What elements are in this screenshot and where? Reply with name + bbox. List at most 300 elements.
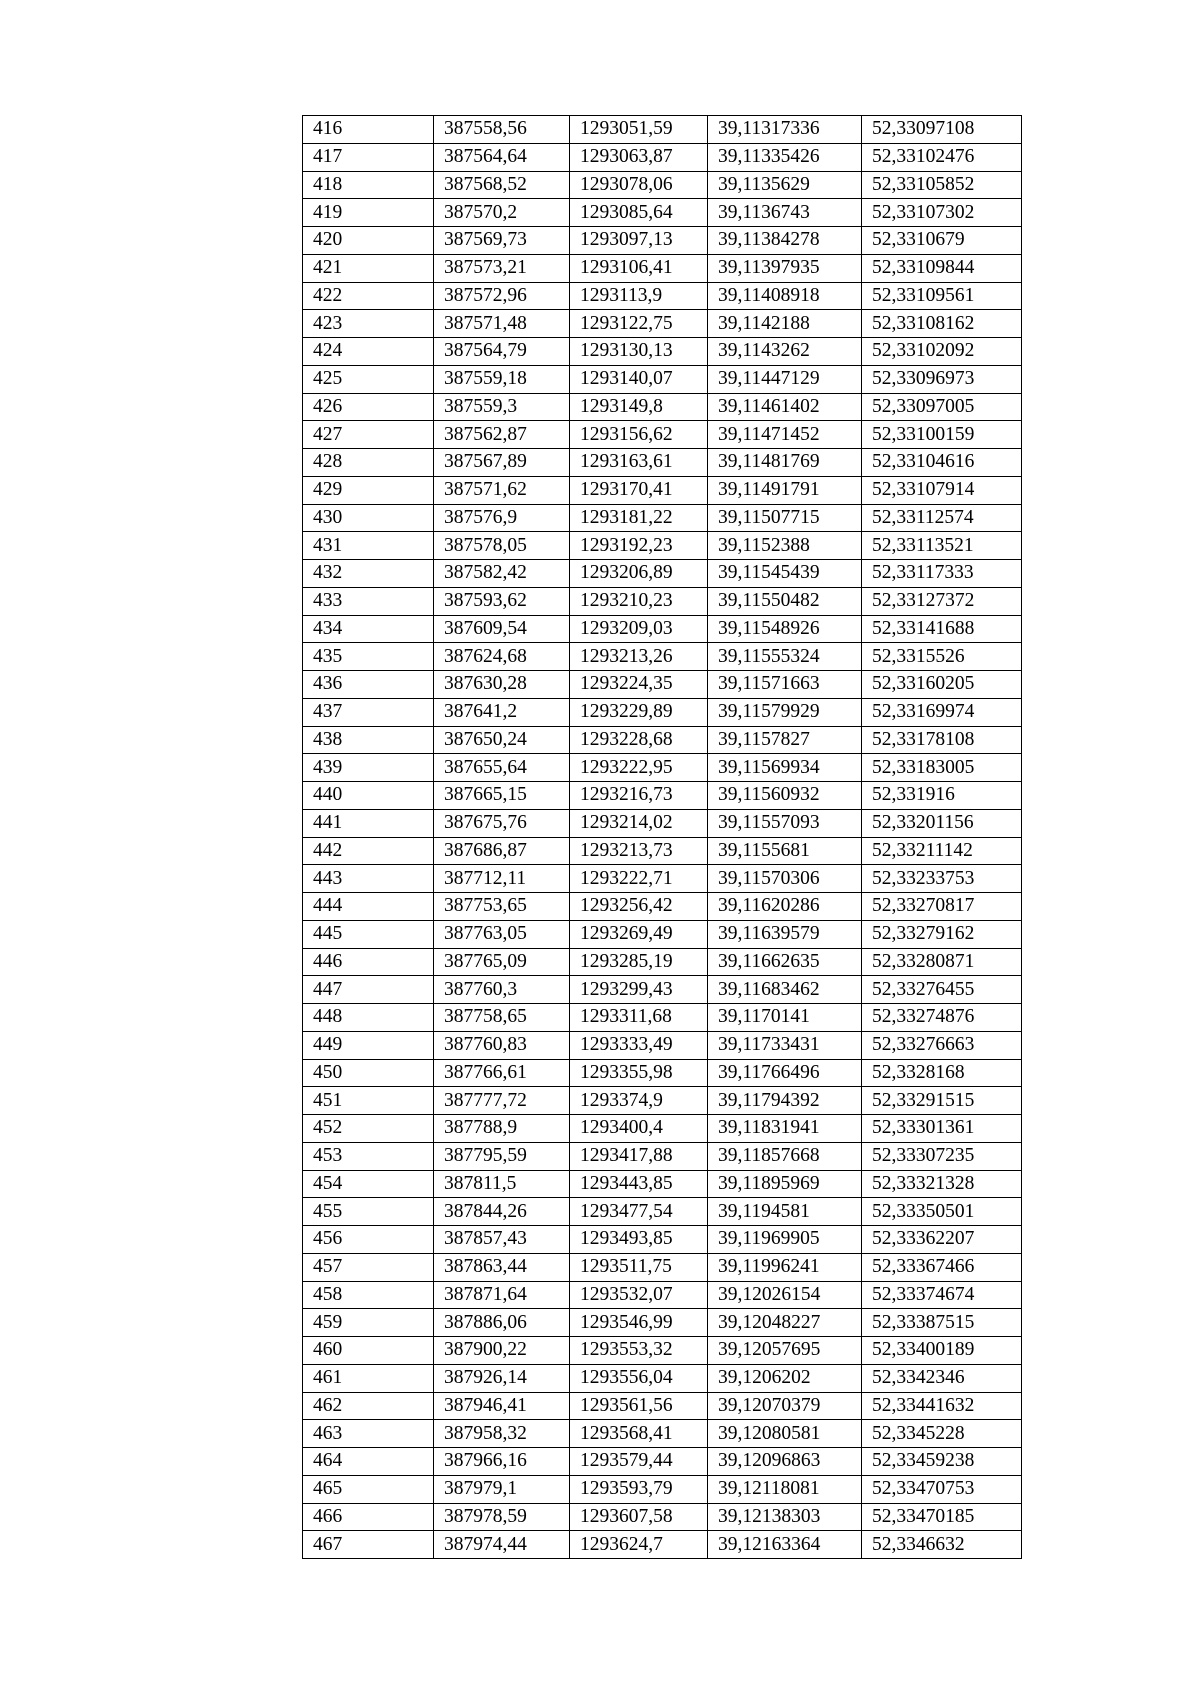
coord-y-cell: 1293122,75 [570, 310, 708, 338]
table-row [303, 1170, 1022, 1198]
coord-x-cell: 387609,54 [434, 615, 570, 643]
longitude-cell: 39,11384278 [708, 227, 862, 255]
latitude-cell: 52,33321328 [862, 1170, 1022, 1198]
latitude-cell: 52,33160205 [862, 671, 1022, 699]
latitude-cell: 52,33270817 [862, 893, 1022, 921]
coord-y-cell: 1293106,41 [570, 254, 708, 282]
table-row [303, 1531, 1022, 1559]
longitude-cell: 39,11507715 [708, 504, 862, 532]
latitude-cell: 52,3346632 [862, 1531, 1022, 1559]
point-number-cell: 444 [303, 893, 434, 921]
table-row [303, 365, 1022, 393]
longitude-cell: 39,1157827 [708, 726, 862, 754]
coord-y-cell: 1293607,58 [570, 1503, 708, 1531]
latitude-cell: 52,33127372 [862, 587, 1022, 615]
coord-x-cell: 387564,64 [434, 143, 570, 171]
coord-x-cell: 387765,09 [434, 948, 570, 976]
latitude-cell: 52,33301361 [862, 1115, 1022, 1143]
latitude-cell: 52,33097005 [862, 393, 1022, 421]
point-number-cell: 427 [303, 421, 434, 449]
longitude-cell: 39,11317336 [708, 116, 862, 144]
coord-x-cell: 387966,16 [434, 1448, 570, 1476]
coord-y-cell: 1293097,13 [570, 227, 708, 255]
coord-y-cell: 1293170,41 [570, 476, 708, 504]
point-number-cell: 466 [303, 1503, 434, 1531]
point-number-cell: 437 [303, 698, 434, 726]
coord-x-cell: 387788,9 [434, 1115, 570, 1143]
latitude-cell: 52,33107914 [862, 476, 1022, 504]
table-row [303, 1031, 1022, 1059]
latitude-cell: 52,3342346 [862, 1364, 1022, 1392]
coord-x-cell: 387844,26 [434, 1198, 570, 1226]
latitude-cell: 52,33274876 [862, 1004, 1022, 1032]
latitude-cell: 52,33441632 [862, 1392, 1022, 1420]
point-number-cell: 428 [303, 449, 434, 477]
coord-y-cell: 1293546,99 [570, 1309, 708, 1337]
coord-x-cell: 387558,56 [434, 116, 570, 144]
point-number-cell: 439 [303, 754, 434, 782]
coord-y-cell: 1293285,19 [570, 948, 708, 976]
coord-x-cell: 387624,68 [434, 643, 570, 671]
coord-x-cell: 387863,44 [434, 1253, 570, 1281]
latitude-cell: 52,33307235 [862, 1142, 1022, 1170]
longitude-cell: 39,12026154 [708, 1281, 862, 1309]
longitude-cell: 39,11491791 [708, 476, 862, 504]
coord-y-cell: 1293063,87 [570, 143, 708, 171]
coord-x-cell: 387650,24 [434, 726, 570, 754]
coord-y-cell: 1293213,73 [570, 837, 708, 865]
coord-y-cell: 1293206,89 [570, 560, 708, 588]
coord-y-cell: 1293222,95 [570, 754, 708, 782]
coord-y-cell: 1293568,41 [570, 1420, 708, 1448]
coord-x-cell: 387946,41 [434, 1392, 570, 1420]
longitude-cell: 39,1136743 [708, 199, 862, 227]
point-number-cell: 440 [303, 782, 434, 810]
table-row [303, 1198, 1022, 1226]
point-number-cell: 448 [303, 1004, 434, 1032]
table-row [303, 948, 1022, 976]
point-number-cell: 441 [303, 809, 434, 837]
point-number-cell: 420 [303, 227, 434, 255]
latitude-cell: 52,33100159 [862, 421, 1022, 449]
table-row [303, 587, 1022, 615]
coord-y-cell: 1293192,23 [570, 532, 708, 560]
point-number-cell: 445 [303, 920, 434, 948]
coord-x-cell: 387571,62 [434, 476, 570, 504]
table-row [303, 976, 1022, 1004]
point-number-cell: 417 [303, 143, 434, 171]
table-row [303, 1115, 1022, 1143]
coord-x-cell: 387569,73 [434, 227, 570, 255]
longitude-cell: 39,11461402 [708, 393, 862, 421]
latitude-cell: 52,33108162 [862, 310, 1022, 338]
point-number-cell: 423 [303, 310, 434, 338]
point-number-cell: 419 [303, 199, 434, 227]
point-number-cell: 459 [303, 1309, 434, 1337]
coord-x-cell: 387567,89 [434, 449, 570, 477]
table-row [303, 143, 1022, 171]
longitude-cell: 39,11569934 [708, 754, 862, 782]
longitude-cell: 39,12096863 [708, 1448, 862, 1476]
coord-x-cell: 387978,59 [434, 1503, 570, 1531]
coord-y-cell: 1293561,56 [570, 1392, 708, 1420]
coordinates-table-body [303, 116, 1022, 1559]
point-number-cell: 443 [303, 865, 434, 893]
coord-y-cell: 1293229,89 [570, 698, 708, 726]
latitude-cell: 52,33178108 [862, 726, 1022, 754]
table-row [303, 171, 1022, 199]
longitude-cell: 39,12070379 [708, 1392, 862, 1420]
latitude-cell: 52,33107302 [862, 199, 1022, 227]
latitude-cell: 52,33112574 [862, 504, 1022, 532]
latitude-cell: 52,33105852 [862, 171, 1022, 199]
point-number-cell: 461 [303, 1364, 434, 1392]
coord-x-cell: 387593,62 [434, 587, 570, 615]
longitude-cell: 39,11766496 [708, 1059, 862, 1087]
table-row [303, 421, 1022, 449]
table-row [303, 254, 1022, 282]
longitude-cell: 39,1155681 [708, 837, 862, 865]
longitude-cell: 39,1194581 [708, 1198, 862, 1226]
latitude-cell: 52,3310679 [862, 227, 1022, 255]
coord-x-cell: 387871,64 [434, 1281, 570, 1309]
latitude-cell: 52,33470185 [862, 1503, 1022, 1531]
coord-x-cell: 387559,18 [434, 365, 570, 393]
latitude-cell: 52,33374674 [862, 1281, 1022, 1309]
latitude-cell: 52,33367466 [862, 1253, 1022, 1281]
longitude-cell: 39,11895969 [708, 1170, 862, 1198]
longitude-cell: 39,11969905 [708, 1226, 862, 1254]
coord-x-cell: 387641,2 [434, 698, 570, 726]
longitude-cell: 39,11794392 [708, 1087, 862, 1115]
longitude-cell: 39,11548926 [708, 615, 862, 643]
coord-x-cell: 387979,1 [434, 1475, 570, 1503]
point-number-cell: 438 [303, 726, 434, 754]
coord-y-cell: 1293333,49 [570, 1031, 708, 1059]
point-number-cell: 451 [303, 1087, 434, 1115]
longitude-cell: 39,1152388 [708, 532, 862, 560]
latitude-cell: 52,33201156 [862, 809, 1022, 837]
coord-x-cell: 387760,83 [434, 1031, 570, 1059]
longitude-cell: 39,11733431 [708, 1031, 862, 1059]
coord-x-cell: 387572,96 [434, 282, 570, 310]
longitude-cell: 39,11639579 [708, 920, 862, 948]
table-row [303, 1337, 1022, 1365]
coord-x-cell: 387857,43 [434, 1226, 570, 1254]
coord-x-cell: 387570,2 [434, 199, 570, 227]
latitude-cell: 52,3345228 [862, 1420, 1022, 1448]
coord-y-cell: 1293477,54 [570, 1198, 708, 1226]
point-number-cell: 425 [303, 365, 434, 393]
point-number-cell: 458 [303, 1281, 434, 1309]
point-number-cell: 464 [303, 1448, 434, 1476]
longitude-cell: 39,1206202 [708, 1364, 862, 1392]
coord-x-cell: 387665,15 [434, 782, 570, 810]
longitude-cell: 39,1143262 [708, 338, 862, 366]
longitude-cell: 39,12163364 [708, 1531, 862, 1559]
coord-y-cell: 1293209,03 [570, 615, 708, 643]
latitude-cell: 52,33280871 [862, 948, 1022, 976]
coord-x-cell: 387559,3 [434, 393, 570, 421]
longitude-cell: 39,11620286 [708, 893, 862, 921]
coord-x-cell: 387886,06 [434, 1309, 570, 1337]
table-row [303, 643, 1022, 671]
coord-y-cell: 1293214,02 [570, 809, 708, 837]
point-number-cell: 447 [303, 976, 434, 1004]
latitude-cell: 52,33117333 [862, 560, 1022, 588]
coord-x-cell: 387562,87 [434, 421, 570, 449]
coord-x-cell: 387926,14 [434, 1364, 570, 1392]
longitude-cell: 39,11570306 [708, 865, 862, 893]
table-row [303, 893, 1022, 921]
coord-x-cell: 387766,61 [434, 1059, 570, 1087]
table-row [303, 615, 1022, 643]
latitude-cell: 52,33169974 [862, 698, 1022, 726]
point-number-cell: 429 [303, 476, 434, 504]
table-row [303, 393, 1022, 421]
coord-y-cell: 1293051,59 [570, 116, 708, 144]
coord-y-cell: 1293085,64 [570, 199, 708, 227]
table-row [303, 1475, 1022, 1503]
table-row [303, 1448, 1022, 1476]
coord-x-cell: 387758,65 [434, 1004, 570, 1032]
table-row [303, 920, 1022, 948]
latitude-cell: 52,33233753 [862, 865, 1022, 893]
longitude-cell: 39,12138303 [708, 1503, 862, 1531]
latitude-cell: 52,331916 [862, 782, 1022, 810]
latitude-cell: 52,33279162 [862, 920, 1022, 948]
table-row [303, 449, 1022, 477]
table-row [303, 754, 1022, 782]
coord-x-cell: 387582,42 [434, 560, 570, 588]
coord-y-cell: 1293443,85 [570, 1170, 708, 1198]
longitude-cell: 39,1142188 [708, 310, 862, 338]
coord-y-cell: 1293078,06 [570, 171, 708, 199]
coord-y-cell: 1293299,43 [570, 976, 708, 1004]
coord-y-cell: 1293553,32 [570, 1337, 708, 1365]
latitude-cell: 52,33102092 [862, 338, 1022, 366]
point-number-cell: 431 [303, 532, 434, 560]
latitude-cell: 52,33102476 [862, 143, 1022, 171]
longitude-cell: 39,11560932 [708, 782, 862, 810]
longitude-cell: 39,11550482 [708, 587, 862, 615]
latitude-cell: 52,33276663 [862, 1031, 1022, 1059]
table-row [303, 865, 1022, 893]
table-row [303, 282, 1022, 310]
longitude-cell: 39,1170141 [708, 1004, 862, 1032]
table-row [303, 1142, 1022, 1170]
coord-y-cell: 1293181,22 [570, 504, 708, 532]
longitude-cell: 39,12048227 [708, 1309, 862, 1337]
coord-x-cell: 387573,21 [434, 254, 570, 282]
longitude-cell: 39,11831941 [708, 1115, 862, 1143]
longitude-cell: 39,11662635 [708, 948, 862, 976]
coord-y-cell: 1293222,71 [570, 865, 708, 893]
point-number-cell: 435 [303, 643, 434, 671]
table-row [303, 1309, 1022, 1337]
point-number-cell: 434 [303, 615, 434, 643]
coord-y-cell: 1293149,8 [570, 393, 708, 421]
latitude-cell: 52,33387515 [862, 1309, 1022, 1337]
latitude-cell: 52,33141688 [862, 615, 1022, 643]
latitude-cell: 52,33109844 [862, 254, 1022, 282]
coord-y-cell: 1293228,68 [570, 726, 708, 754]
coord-x-cell: 387777,72 [434, 1087, 570, 1115]
longitude-cell: 39,11579929 [708, 698, 862, 726]
coord-y-cell: 1293256,42 [570, 893, 708, 921]
point-number-cell: 416 [303, 116, 434, 144]
longitude-cell: 39,11571663 [708, 671, 862, 699]
coord-y-cell: 1293216,73 [570, 782, 708, 810]
table-row [303, 560, 1022, 588]
point-number-cell: 462 [303, 1392, 434, 1420]
point-number-cell: 465 [303, 1475, 434, 1503]
table-row [303, 782, 1022, 810]
point-number-cell: 426 [303, 393, 434, 421]
longitude-cell: 39,11545439 [708, 560, 862, 588]
point-number-cell: 454 [303, 1170, 434, 1198]
coord-y-cell: 1293400,4 [570, 1115, 708, 1143]
coord-y-cell: 1293140,07 [570, 365, 708, 393]
longitude-cell: 39,11408918 [708, 282, 862, 310]
latitude-cell: 52,33276455 [862, 976, 1022, 1004]
point-number-cell: 457 [303, 1253, 434, 1281]
table-row [303, 116, 1022, 144]
table-row [303, 1226, 1022, 1254]
longitude-cell: 39,11996241 [708, 1253, 862, 1281]
coord-y-cell: 1293130,13 [570, 338, 708, 366]
latitude-cell: 52,33291515 [862, 1087, 1022, 1115]
latitude-cell: 52,33104616 [862, 449, 1022, 477]
longitude-cell: 39,11471452 [708, 421, 862, 449]
coord-x-cell: 387753,65 [434, 893, 570, 921]
coord-x-cell: 387576,9 [434, 504, 570, 532]
coord-y-cell: 1293156,62 [570, 421, 708, 449]
coord-y-cell: 1293593,79 [570, 1475, 708, 1503]
longitude-cell: 39,1135629 [708, 171, 862, 199]
coord-y-cell: 1293269,49 [570, 920, 708, 948]
coord-y-cell: 1293624,7 [570, 1531, 708, 1559]
point-number-cell: 467 [303, 1531, 434, 1559]
point-number-cell: 456 [303, 1226, 434, 1254]
coord-y-cell: 1293311,68 [570, 1004, 708, 1032]
coord-x-cell: 387655,64 [434, 754, 570, 782]
table-row [303, 338, 1022, 366]
coord-y-cell: 1293556,04 [570, 1364, 708, 1392]
coord-y-cell: 1293163,61 [570, 449, 708, 477]
coord-y-cell: 1293374,9 [570, 1087, 708, 1115]
point-number-cell: 430 [303, 504, 434, 532]
latitude-cell: 52,33097108 [862, 116, 1022, 144]
longitude-cell: 39,12057695 [708, 1337, 862, 1365]
latitude-cell: 52,3315526 [862, 643, 1022, 671]
latitude-cell: 52,33109561 [862, 282, 1022, 310]
point-number-cell: 418 [303, 171, 434, 199]
coord-y-cell: 1293417,88 [570, 1142, 708, 1170]
coord-x-cell: 387763,05 [434, 920, 570, 948]
longitude-cell: 39,11857668 [708, 1142, 862, 1170]
coord-x-cell: 387760,3 [434, 976, 570, 1004]
table-row [303, 1364, 1022, 1392]
coord-x-cell: 387568,52 [434, 171, 570, 199]
coord-y-cell: 1293493,85 [570, 1226, 708, 1254]
coord-x-cell: 387630,28 [434, 671, 570, 699]
table-row [303, 1004, 1022, 1032]
coord-x-cell: 387811,5 [434, 1170, 570, 1198]
table-row [303, 726, 1022, 754]
latitude-cell: 52,3328168 [862, 1059, 1022, 1087]
point-number-cell: 453 [303, 1142, 434, 1170]
coord-y-cell: 1293224,35 [570, 671, 708, 699]
latitude-cell: 52,33211142 [862, 837, 1022, 865]
latitude-cell: 52,33470753 [862, 1475, 1022, 1503]
point-number-cell: 450 [303, 1059, 434, 1087]
latitude-cell: 52,33459238 [862, 1448, 1022, 1476]
longitude-cell: 39,11447129 [708, 365, 862, 393]
coord-y-cell: 1293210,23 [570, 587, 708, 615]
point-number-cell: 424 [303, 338, 434, 366]
coord-y-cell: 1293113,9 [570, 282, 708, 310]
latitude-cell: 52,33362207 [862, 1226, 1022, 1254]
table-row [303, 199, 1022, 227]
table-row [303, 1281, 1022, 1309]
coord-y-cell: 1293213,26 [570, 643, 708, 671]
latitude-cell: 52,33400189 [862, 1337, 1022, 1365]
table-row [303, 671, 1022, 699]
table-row [303, 837, 1022, 865]
table-row [303, 1059, 1022, 1087]
point-number-cell: 452 [303, 1115, 434, 1143]
table-row [303, 532, 1022, 560]
point-number-cell: 460 [303, 1337, 434, 1365]
coord-x-cell: 387900,22 [434, 1337, 570, 1365]
latitude-cell: 52,33350501 [862, 1198, 1022, 1226]
point-number-cell: 449 [303, 1031, 434, 1059]
latitude-cell: 52,33183005 [862, 754, 1022, 782]
coord-x-cell: 387675,76 [434, 809, 570, 837]
longitude-cell: 39,11481769 [708, 449, 862, 477]
longitude-cell: 39,11557093 [708, 809, 862, 837]
longitude-cell: 39,11335426 [708, 143, 862, 171]
coord-x-cell: 387712,11 [434, 865, 570, 893]
coord-y-cell: 1293355,98 [570, 1059, 708, 1087]
point-number-cell: 433 [303, 587, 434, 615]
longitude-cell: 39,11683462 [708, 976, 862, 1004]
coord-y-cell: 1293511,75 [570, 1253, 708, 1281]
coordinates-table [302, 115, 1022, 1559]
coord-x-cell: 387795,59 [434, 1142, 570, 1170]
point-number-cell: 455 [303, 1198, 434, 1226]
coord-x-cell: 387578,05 [434, 532, 570, 560]
table-row [303, 1253, 1022, 1281]
coord-y-cell: 1293579,44 [570, 1448, 708, 1476]
table-row [303, 1420, 1022, 1448]
latitude-cell: 52,33096973 [862, 365, 1022, 393]
coord-y-cell: 1293532,07 [570, 1281, 708, 1309]
latitude-cell: 52,33113521 [862, 532, 1022, 560]
table-row [303, 698, 1022, 726]
table-row [303, 809, 1022, 837]
point-number-cell: 442 [303, 837, 434, 865]
coord-x-cell: 387686,87 [434, 837, 570, 865]
point-number-cell: 422 [303, 282, 434, 310]
table-row [303, 1087, 1022, 1115]
coord-x-cell: 387564,79 [434, 338, 570, 366]
table-row [303, 1392, 1022, 1420]
table-row [303, 310, 1022, 338]
longitude-cell: 39,12080581 [708, 1420, 862, 1448]
longitude-cell: 39,11555324 [708, 643, 862, 671]
